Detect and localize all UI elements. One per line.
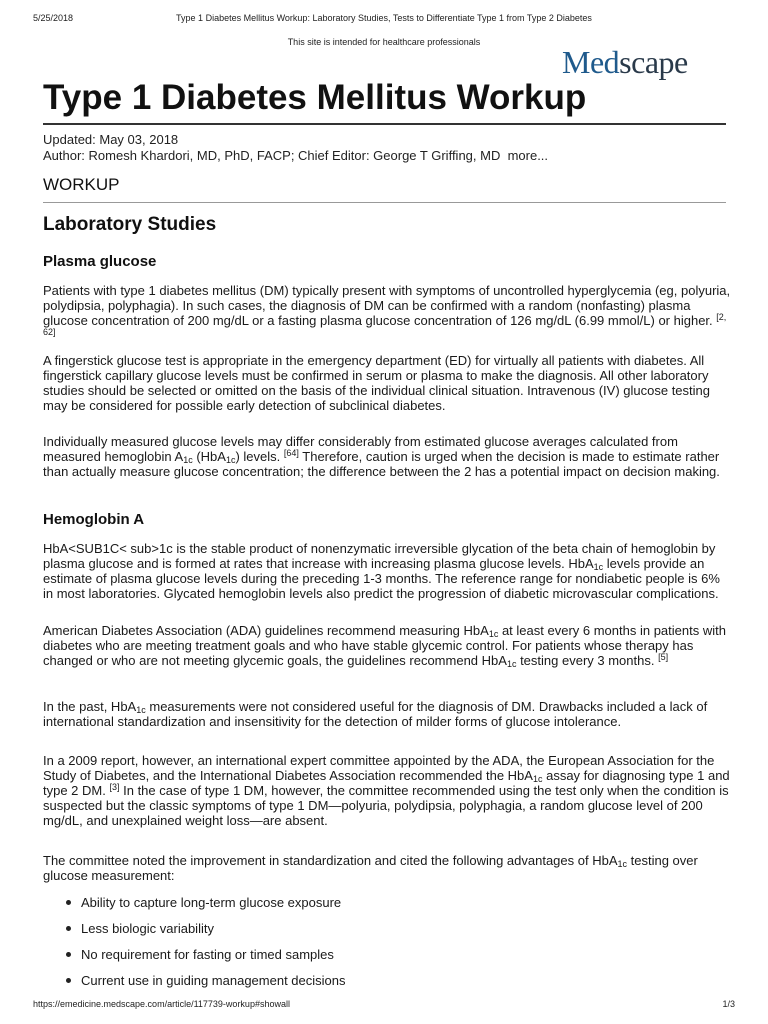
reference-link[interactable]: [5] bbox=[658, 652, 669, 662]
print-page-title: Type 1 Diabetes Mellitus Workup: Laboratory Studies, Tests to Differentiate Type 1 from Type 2 Diabetes bbox=[176, 13, 592, 23]
text: Individually measured glucose levels may differ considerably from estimated glucose averages calculated from measured hemoglobin A bbox=[43, 434, 678, 464]
bullet-icon bbox=[66, 978, 71, 983]
text: at least every 6 months in patients with diabetes who are meeting treatment goals and who have stable glycemic control. For patients whose therapy has changed or who are not meeting glycemic goals, the guidelines recommend HbA bbox=[43, 623, 726, 668]
text: The committee noted the improvement in standardization and cited the following advantages of HbA bbox=[43, 853, 618, 868]
print-page-number: 1/3 bbox=[722, 999, 735, 1009]
plasma-glucose-paragraph-2: A fingerstick glucose test is appropriate in the emergency department (ED) for virtually all patients with diabetes. All fingerstick capillary glucose levels must be confirmed in serum or plasma to make the diagnosis. All other laboratory studies should be selected or omitted on the basis of the individual clinical situation. Intravenous (IV) glucose testing may be considered for possible early detection of subclinical diabetes. bbox=[43, 353, 710, 413]
list-item bbox=[43, 921, 723, 947]
subscript: 1c bbox=[617, 859, 628, 869]
hemoglobin-heading: Hemoglobin A bbox=[43, 511, 145, 528]
reference-link[interactable]: [3] bbox=[109, 782, 120, 792]
print-url: https://emedicine.medscape.com/article/117739-workup#showall bbox=[33, 999, 290, 1009]
bullet-icon bbox=[66, 952, 71, 957]
section-divider bbox=[43, 202, 726, 203]
bullet-icon bbox=[66, 926, 71, 931]
reference-link[interactable]: [64] bbox=[283, 448, 299, 458]
author-line bbox=[43, 148, 548, 164]
text: HbA<SUB1C< sub>1c is the stable product of nonenzymatic irreversible glycation of the beta chain of hemoglobin by plasma glucose and is formed at rates that increase with increasing plasma glucose levels. HbA bbox=[43, 541, 716, 571]
list-item-text: Ability to capture long-term glucose exposure bbox=[81, 895, 342, 910]
logo-part-scape: scape bbox=[619, 44, 688, 80]
print-date: 5/25/2018 bbox=[33, 13, 74, 23]
subscript: 1c bbox=[136, 705, 146, 715]
plasma-glucose-paragraph-1 bbox=[43, 283, 733, 343]
list-item-text: No requirement for fasting or timed samples bbox=[81, 947, 334, 962]
hemoglobin-paragraph-3 bbox=[43, 699, 733, 729]
more-authors-link[interactable]: more... bbox=[507, 148, 549, 163]
list-item-text: Current use in guiding management decisions bbox=[81, 973, 346, 988]
article-meta bbox=[43, 132, 548, 164]
hemoglobin-paragraph-4 bbox=[43, 753, 733, 828]
text: In the case of type 1 DM, however, the committee recommended using the test only when the condition is suspected but the classic symptoms of type 1 DM—polyuria, polydipsia, polyphagia, a random glucose level of 200 mg/dL, and unexplained weight loss—are absent. bbox=[43, 783, 729, 828]
text: testing over glucose measurement: bbox=[43, 853, 698, 883]
list-item bbox=[43, 947, 723, 973]
list-item bbox=[43, 973, 723, 999]
text: levels provide an estimate of plasma glucose levels during the preceding 1-3 months. The reference range for nondiabetic people is 6% in most laboratories. Glycated hemoglobin levels also predict the progression of diabetic microvascular complications. bbox=[43, 556, 720, 601]
hemoglobin-paragraph-1 bbox=[43, 541, 733, 601]
hemoglobin-paragraph-5 bbox=[43, 853, 733, 883]
advantages-list bbox=[43, 895, 723, 999]
updated-date: Updated: May 03, 2018 bbox=[43, 132, 179, 147]
text: ) levels. bbox=[235, 449, 281, 464]
subscript: 1c bbox=[506, 659, 517, 669]
text: assay for diagnosing type 1 and type 2 DM. bbox=[43, 768, 730, 798]
author-text: Author: Romesh Khardori, MD, PhD, FACP; Chief Editor: George T Griffing, MD bbox=[43, 148, 501, 163]
bullet-icon bbox=[66, 900, 71, 905]
page-title: Type 1 Diabetes Mellitus Workup bbox=[43, 78, 587, 117]
subscript: 1c bbox=[532, 774, 543, 784]
subscript: 1c bbox=[488, 629, 499, 639]
reference-link[interactable]: [2, 62] bbox=[43, 312, 727, 337]
text: (HbA bbox=[192, 449, 226, 464]
list-item bbox=[43, 895, 723, 921]
text: American Diabetes Association (ADA) guidelines recommend measuring HbA bbox=[43, 623, 489, 638]
subscript: 1c bbox=[183, 455, 193, 465]
section-label: WORKUP bbox=[43, 175, 120, 194]
title-divider bbox=[43, 123, 726, 125]
text: measurements were not considered useful for the diagnosis of DM. Drawbacks included a lack of international standardization and insensitivity for the detection of milder forms of glucose intolerance. bbox=[43, 699, 708, 729]
subscript: 1c bbox=[593, 562, 604, 572]
text: In a 2009 report, however, an international expert committee appointed by the ADA, the European Association for the Study of Diabetes, and the International Diabetes Association recommended the HbA bbox=[43, 753, 715, 783]
professional-notice: This site is intended for healthcare professionals bbox=[287, 37, 481, 47]
plasma-glucose-heading: Plasma glucose bbox=[43, 253, 157, 270]
subscript: 1c bbox=[225, 455, 236, 465]
text: Patients with type 1 diabetes mellitus (DM) typically present with symptoms of uncontrolled hyperglycemia (eg, polyuria, polydipsia, polyphagia). In such cases, the diagnosis of DM can be confirmed with a random (nonfasting) plasma glucose concentration of 200 mg/dL or a fasting plasma glucose concentration of 126 mg/dL (6.99 mmol/L) or higher. bbox=[43, 283, 731, 328]
text: Therefore, caution is urged when the decision is made to estimate rather than actually measure glucose concentration; the difference between the 2 has a potential impact on decision making. bbox=[43, 449, 720, 479]
logo-part-med: Med bbox=[562, 44, 620, 80]
hemoglobin-paragraph-2 bbox=[43, 623, 733, 668]
list-item-text: Less biologic variability bbox=[81, 921, 214, 936]
medscape-logo[interactable] bbox=[562, 44, 688, 80]
subsection-heading: Laboratory Studies bbox=[43, 214, 217, 235]
text: testing every 3 months. bbox=[516, 653, 655, 668]
text: In the past, HbA bbox=[43, 699, 137, 714]
plasma-glucose-paragraph-3 bbox=[43, 434, 733, 479]
